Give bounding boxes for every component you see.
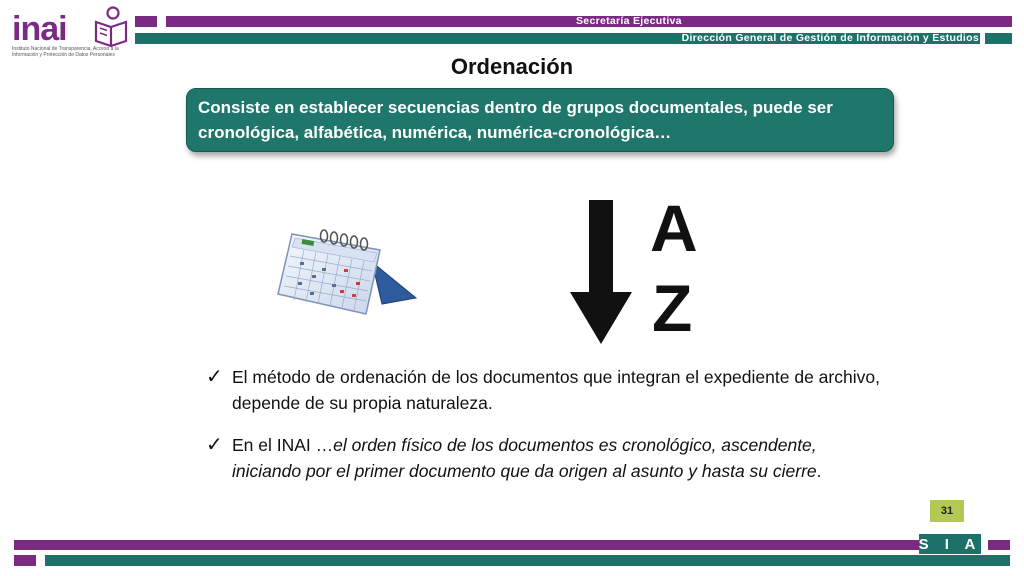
inai-logo bbox=[12, 6, 130, 58]
bullet-item bbox=[206, 432, 886, 484]
header-bar-direccion bbox=[135, 33, 1012, 44]
bullet-suffix: . bbox=[816, 461, 822, 481]
footer-accent-purple-short bbox=[988, 540, 1010, 550]
calendar-icon bbox=[274, 222, 424, 322]
sort-down-arrow-icon bbox=[566, 196, 636, 346]
bullet-text: El método de ordenación de los documentos que integran el expediente de archivo, depende de su propia naturaleza. bbox=[232, 367, 880, 413]
bullet-prefix: En el INAI … bbox=[232, 435, 334, 455]
page-number-badge: 31 bbox=[930, 500, 964, 522]
checkmark-icon: ✓ bbox=[206, 434, 223, 456]
bullet-item bbox=[206, 364, 886, 416]
header-bar-direccion-label: Dirección General de Gestión de Información y Estudios bbox=[681, 32, 979, 44]
footer-bar-purple bbox=[14, 540, 919, 550]
sort-az-icon bbox=[566, 191, 716, 346]
header-bar-secretaria-label: Secretaría Ejecutiva bbox=[576, 15, 682, 27]
bullet-italic-text: el orden físico de los documentos es cronológico, ascendente, iniciando por el primer documento que da origen al asunto y hasta su cierre bbox=[232, 435, 817, 481]
logo-caption: Instituto Nacional de Transparencia, Acceso a la Información y Protección de Datos Personales bbox=[12, 46, 119, 58]
definition-callout-text: Consiste en establecer secuencias dentro de grupos documentales, puede ser cronológica, alfabética, numérica, numérica-cronológica… bbox=[198, 98, 833, 142]
slide-title: Ordenación bbox=[450, 54, 574, 79]
footer-brand: S I A bbox=[918, 535, 982, 553]
sort-letter-a: A bbox=[650, 191, 698, 265]
logo-word: inai bbox=[12, 10, 67, 48]
header-bar-secretaria bbox=[166, 16, 1012, 27]
definition-callout bbox=[186, 88, 894, 152]
logo-emblem-icon bbox=[92, 6, 130, 48]
checkmark-icon: ✓ bbox=[206, 366, 223, 388]
footer-bar-teal bbox=[45, 555, 1010, 566]
header-bar-gap bbox=[980, 33, 985, 44]
header-accent-purple-short bbox=[135, 16, 157, 27]
sort-letter-z: Z bbox=[652, 271, 693, 345]
footer-bar-small-left bbox=[14, 555, 36, 566]
bullet-text bbox=[232, 432, 886, 484]
footer-sia-box bbox=[919, 534, 981, 554]
bullet-list bbox=[206, 364, 886, 500]
